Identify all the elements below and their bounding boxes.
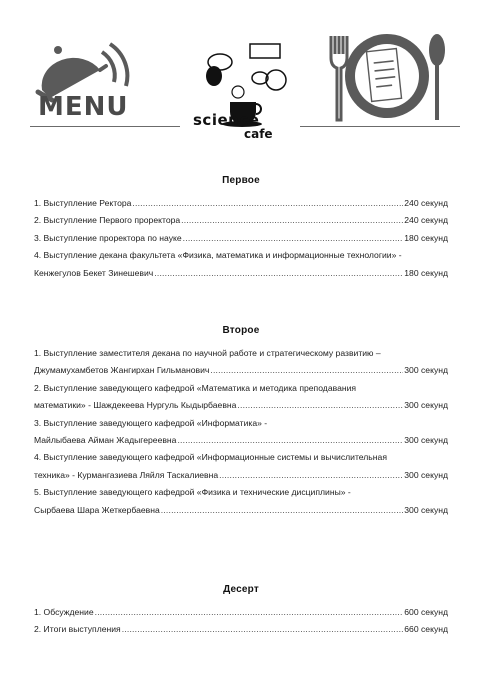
item-duration: 240 секунд — [404, 215, 448, 226]
item-text-line1: 1. Выступление заместителя декана по научной работе и стратегическому развитию – — [34, 348, 381, 358]
item-text: 1. Обсуждение — [34, 607, 94, 617]
item-text: 2. Выступление Первого проректора — [34, 215, 181, 226]
item-text-line1: 3. Выступление заведующего кафедрой «Информатика» - — [34, 417, 268, 428]
list-item — [34, 195, 448, 212]
dot-leader — [154, 265, 403, 282]
item-text-line1: 5. Выступление заведующего кафедрой «Физика и технические дисциплины» - — [34, 487, 351, 498]
dot-leader — [161, 502, 404, 519]
item-text: Майлыбаева Айман Жадыгереевна — [34, 435, 177, 446]
item-duration: 180 секунд — [404, 232, 448, 243]
list-item — [34, 345, 448, 380]
dot-leader — [210, 362, 403, 379]
dot-leader — [219, 467, 403, 484]
list-item — [34, 230, 448, 247]
item-text: Джумамухамбетов Жангирхан Гильманович — [34, 365, 210, 376]
item-text: Сырбаева Шара Жеткербаевна — [34, 504, 160, 515]
dot-leader — [122, 621, 404, 638]
item-text-line1: 4. Выступление заведующего кафедрой «Информационные системы и вычислительная — [34, 452, 387, 463]
dot-leader — [177, 432, 403, 449]
list-item — [34, 449, 448, 484]
dot-leader — [183, 230, 404, 247]
section-title: Первое — [222, 175, 260, 186]
item-text: 3. Выступление проректора по науке — [34, 232, 182, 243]
section-title: Второе — [222, 325, 260, 336]
list-item — [34, 380, 448, 415]
list-item — [34, 621, 448, 638]
item-text: Кенжегулов Бекет Зинешевич — [34, 267, 154, 278]
header-rule-right — [300, 126, 460, 127]
item-duration: 660 секунд — [404, 624, 448, 635]
section-second-course — [34, 325, 448, 519]
item-text: математики» - Шаждекеева Нургуль Кыдырбаевна — [34, 400, 237, 411]
item-duration: 300 секунд — [404, 469, 448, 480]
item-duration: 300 секунд — [404, 365, 448, 376]
dot-leader — [181, 212, 403, 229]
section-dessert — [34, 584, 448, 639]
item-text-line1: 4. Выступление декана факультета «Физика, математика и информационные технологии» - — [34, 250, 402, 261]
item-text: техника» - Курмангазиева Ляйля Таскалиевна — [34, 469, 219, 480]
header-rule-left — [30, 126, 180, 127]
list-item — [34, 415, 448, 450]
dot-leader — [237, 397, 403, 414]
item-text-line1: 2. Выступление заведующего кафедрой «Математика и методика преподавания — [34, 382, 357, 393]
list-item — [34, 212, 448, 229]
item-duration: 240 секунд — [404, 198, 448, 208]
page-header — [0, 0, 482, 150]
science-word: science — [193, 111, 260, 129]
item-text: 1. Выступление Ректора — [34, 198, 132, 208]
item-duration: 600 секунд — [404, 607, 448, 617]
item-duration: 300 секунд — [404, 435, 448, 446]
item-duration: 300 секунд — [404, 504, 448, 515]
section-title: Десерт — [223, 584, 259, 595]
dot-leader — [95, 604, 404, 621]
list-item — [34, 247, 448, 282]
menu-logo-text: MENU — [38, 92, 129, 122]
cafe-word: cafe — [244, 127, 273, 141]
item-duration: 180 секунд — [404, 267, 448, 278]
item-text: 2. Итоги выступления — [34, 624, 121, 635]
list-item — [34, 484, 448, 519]
list-item — [34, 604, 448, 621]
plate-cutlery-icon — [325, 32, 455, 124]
section-first-course — [34, 175, 448, 282]
dot-leader — [132, 195, 403, 212]
item-duration: 300 секунд — [404, 400, 448, 411]
